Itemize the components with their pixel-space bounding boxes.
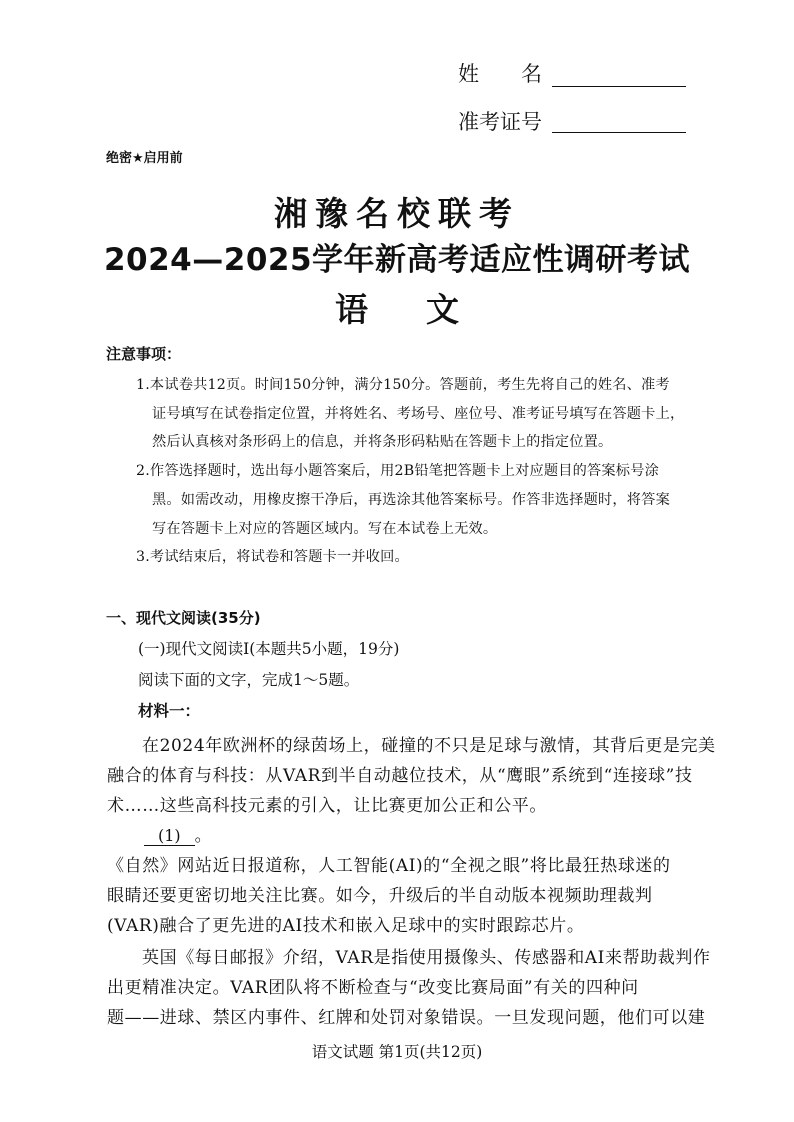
passage-line: 眼睛还要更密切地关注比赛。如今，升级后的半自动版本视频助理裁判 bbox=[107, 886, 653, 906]
exam-subtitle: 2024—2025学年新高考适应性调研考试 bbox=[103, 242, 691, 278]
section-instruction: 阅读下面的文字，完成1～5题。 bbox=[138, 671, 360, 689]
blank-question bbox=[144, 821, 212, 846]
passage-line: 融合的体育与科技：从VAR到半自动越位技术，从“鹰眼”系统到“连接球”技 bbox=[107, 766, 693, 786]
notes-line: 3.考试结束后，将试卷和答题卡一并收回。 bbox=[136, 549, 409, 565]
exam-title: 湘豫名校联考 bbox=[274, 194, 520, 233]
blank-tail: 。 bbox=[194, 826, 213, 846]
exam-id-label: 准考证号 bbox=[458, 110, 542, 134]
passage-line: 出更精准决定。VAR团队将不断检查与“改变比赛局面”有关的四种问 bbox=[107, 978, 639, 998]
subject-char-2: 文 bbox=[426, 290, 459, 329]
name-blank-line bbox=[552, 86, 686, 87]
page-footer: 语文试题 第1页(共12页) bbox=[311, 1043, 483, 1061]
passage-line: 英国《每日邮报》介绍，VAR是指使用摄像头、传感器和AI来帮助裁判作 bbox=[142, 948, 711, 968]
exam-id-blank-line bbox=[552, 132, 686, 133]
notes-line: 然后认真核对条形码上的信息，并将条形码粘贴在答题卡上的指定位置。 bbox=[152, 434, 613, 450]
name-label: 姓 名 bbox=[458, 62, 542, 86]
passage-line: 术……这些高科技元素的引入，让比赛更加公正和公平。 bbox=[107, 796, 547, 816]
section-subtitle: (一)现代文阅读Ⅰ(本题共5小题，19分) bbox=[138, 640, 400, 658]
passage-line: 题——进球、禁区内事件、红牌和处罚对象错误。一旦发现问题，他们可以建 bbox=[107, 1008, 706, 1028]
notes-line: 证号填写在试卷指定位置，并将姓名、考场号、座位号、准考证号填写在答题卡上， bbox=[152, 406, 685, 422]
subject-char-1: 语 bbox=[335, 290, 368, 329]
passage-line: 在2024年欧洲杯的绿茵场上，碰撞的不只是足球与激情，其背后更是完美 bbox=[142, 736, 716, 756]
subject-title bbox=[0, 284, 794, 331]
notes-line: 1.本试卷共12页。时间150分钟，满分150分。答题前，考生先将自己的姓名、准考 bbox=[136, 377, 670, 393]
passage-line: 《自然》网站近日报道称，人工智能(AI)的“全视之眼”将比最狂热球迷的 bbox=[107, 856, 671, 876]
notes-line: 2.作答选择题时，选出每小题答案后，用2B铅笔把答题卡上对应题目的答案标号涂 bbox=[136, 463, 659, 479]
notes-line: 黑。如需改动，用橡皮擦干净后，再选涂其他答案标号。作答非选择题时，将答案 bbox=[152, 492, 670, 508]
section-title: 一、现代文阅读(35分) bbox=[106, 609, 261, 627]
notes-line: 写在答题卡上对应的答题区域内。写在本试卷上无效。 bbox=[152, 521, 498, 537]
secret-label: 绝密★启用前 bbox=[106, 151, 183, 166]
material-label: 材料一： bbox=[138, 702, 201, 720]
passage-line: (VAR)融合了更先进的AI技术和嵌入足球中的实时跟踪芯片。 bbox=[107, 916, 585, 936]
blank-label: (1) bbox=[144, 826, 195, 846]
notes-heading: 注意事项： bbox=[106, 345, 182, 363]
